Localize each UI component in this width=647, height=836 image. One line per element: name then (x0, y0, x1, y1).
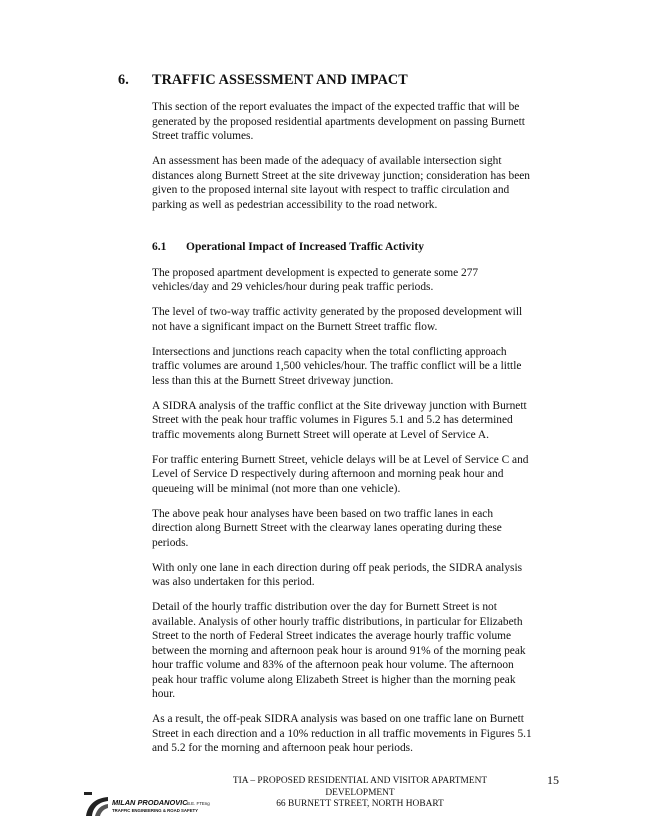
subsection-title: Operational Impact of Increased Traffic Activity (186, 241, 424, 253)
subsection-number: 6.1 (152, 241, 167, 253)
subsection-heading (152, 240, 532, 255)
body-paragraph: The above peak hour analyses have been based on two traffic lanes in each direction along Burnett Street with the clearway lanes operating during these periods. (152, 507, 502, 549)
body-paragraph: With only one lane in each direction during off peak periods, the SIDRA analysis was also undertaken for this period. (152, 561, 523, 588)
section-number: 6. (118, 72, 129, 88)
logo-name: MILAN PRODANOVIC (112, 798, 188, 807)
page-number: 15 (547, 773, 559, 787)
body-paragraph: Detail of the hourly traffic distribution over the day for Burnett Street is not available. Analysis of other hourly traffic distributions, in particular for Elizabeth Street to the north of Federal Street indicates the average hourly traffic volume between the morning and afternoon peak hour is around 91% of the morning peak hour traffic volume and 83% of the afternoon peak hour volume. The afternoon peak hour traffic volume along Elizabeth Street is higher than the morning peak hour. (152, 601, 526, 700)
body-paragraph: A SIDRA analysis of the traffic conflict at the Site driveway junction with Burnett Street with the peak hour traffic volumes in Figures 5.1 and 5.2 has determined traffic movements along Burnett Street will operate at Level of Service A. (152, 399, 527, 441)
road-logo-icon (82, 790, 232, 818)
body-paragraph: The proposed apartment development is expected to generate some 277 vehicles/day and 29 vehicles/hour during peak traffic periods. (152, 266, 479, 293)
footer-line: 66 BURNETT STREET, NORTH HOBART (276, 799, 444, 810)
logo-qualifications: B.E. FTEng (187, 801, 210, 806)
body-paragraph: Intersections and junctions reach capacity when the total conflicting approach traffic volumes are around 1,500 vehicles/hour. The traffic conflict will be a little less than this at the Burnett Street driveway junction. (152, 345, 522, 387)
section-title: TRAFFIC ASSESSMENT AND IMPACT (152, 72, 408, 88)
intro-paragraph: An assessment has been made of the adequacy of available intersection sight distances along Burnett Street at the site driveway junction; consideration has been given to the proposed internal site layout with respect to traffic circulation and parking as well as pedestrian accessibility to the road network. (152, 155, 530, 211)
footer-line: DEVELOPMENT (325, 787, 395, 798)
section-heading (118, 72, 408, 89)
body-paragraph: The level of two-way traffic activity generated by the proposed development will not have a significant impact on the Burnett Street traffic flow. (152, 306, 523, 333)
intro-paragraph: This section of the report evaluates the impact of the expected traffic that will be generated by the proposed residential apartments development on passing Burnett Street traffic volumes. (152, 101, 525, 142)
body-paragraph: For traffic entering Burnett Street, vehicle delays will be at Level of Service C and Level of Service D respectively during afternoon and morning peak hour and queueing will be minimal (not more than one vehicle). (152, 453, 529, 495)
page-footer (210, 776, 510, 811)
footer-line: TIA – PROPOSED RESIDENTIAL AND VISITOR APARTMENT (232, 776, 488, 786)
body-paragraph: As a result, the off-peak SIDRA analysis was based on one traffic lane on Burnett Street in each direction and a 10% reduction in all traffic movements in Figures 5.1 and 5.2 for the morning and afternoon peak hour periods. (152, 713, 532, 754)
logo-tagline: TRAFFIC ENGINEERING & ROAD SAFETY (112, 808, 198, 813)
report-body (152, 100, 532, 766)
company-logo (82, 790, 232, 818)
